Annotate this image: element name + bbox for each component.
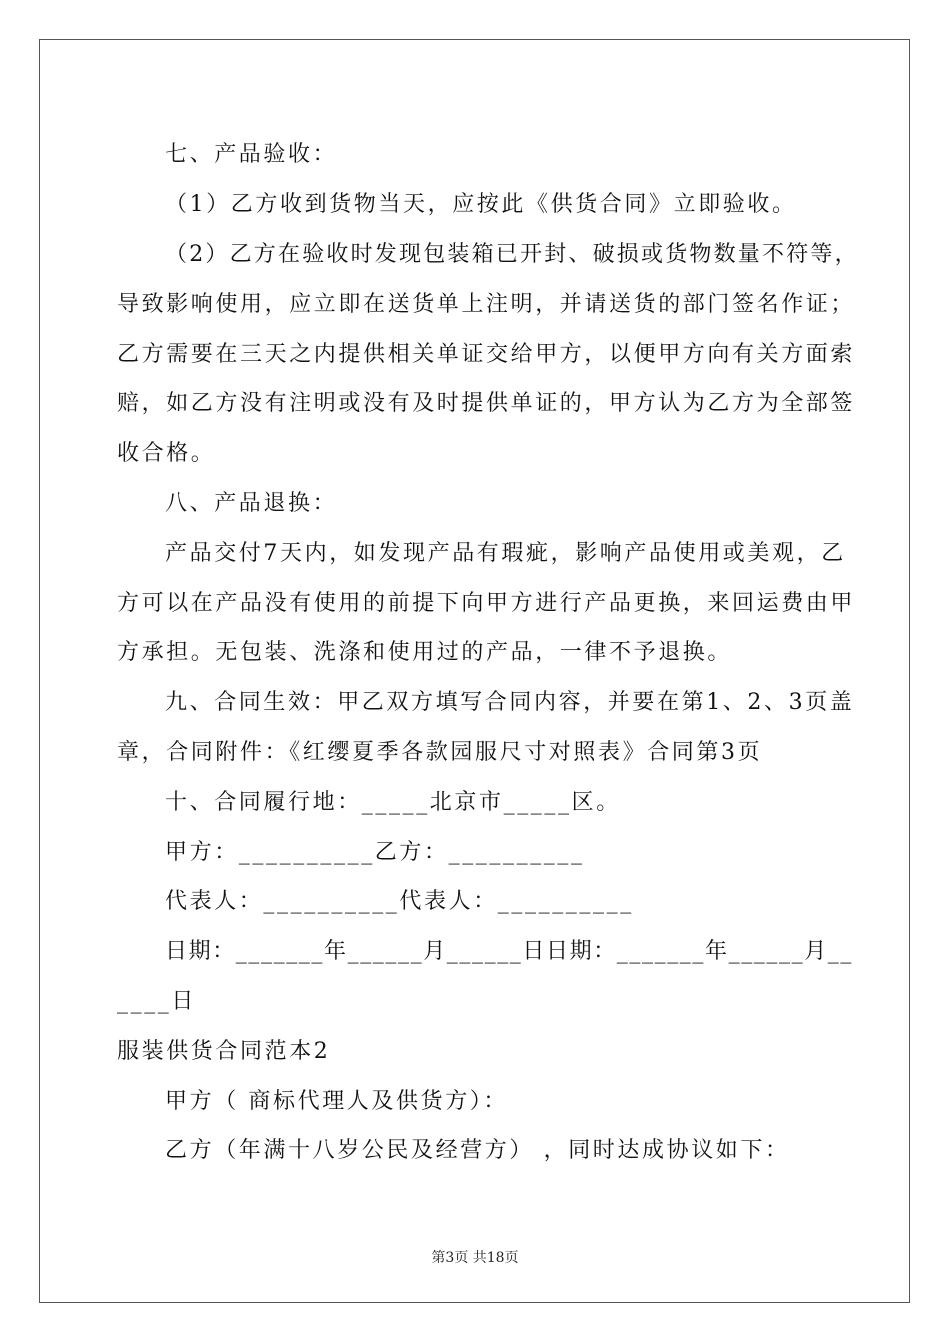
paragraph-line: 方承担。无包装、洗涤和使用过的产品，一律不予退换。 <box>117 640 733 665</box>
section-7-heading: 七、产品验收： <box>165 142 338 167</box>
party-a-line: 甲方（ 商标代理人及供货方）： <box>165 1089 508 1114</box>
paragraph-line: 产品交付7天内，如发现产品有瑕疵，影响产品使用或美观，乙 <box>165 541 846 566</box>
section-9-line: 九、合同生效：甲乙双方填写合同内容，并要在第1、2、3页盖 <box>165 690 855 715</box>
date-line: 日期：_______年______月______日日期：_______年______月__ <box>165 939 854 964</box>
paragraph-line: 乙方需要在三天之内提供相关单证交给甲方，以便甲方向有关方面索 <box>117 342 856 367</box>
paragraph-line: 方可以在产品没有使用的前提下向甲方进行产品更换，来回运费由甲 <box>117 591 856 616</box>
party-b-line: 乙方（年满十八岁公民及经营方） ，同时达成协议如下： <box>165 1138 790 1163</box>
contract-title-2: 服装供货合同范本2 <box>117 1039 331 1064</box>
paragraph-line: 赔，如乙方没有注明或没有及时提供单证的，甲方认为乙方为全部签 <box>117 391 856 416</box>
paragraph-line: （2）乙方在验收时发现包装箱已开封、破损或货物数量不符等， <box>165 242 859 267</box>
date-line-continued: ____日 <box>117 989 197 1014</box>
representative-line: 代表人：__________代表人：__________ <box>165 889 634 914</box>
paragraph-line: 导致影响使用，应立即在送货单上注明，并请送货的部门签名作证； <box>117 292 856 317</box>
paragraph-line: 章，合同附件：《红缨夏季各款园服尺寸对照表》合同第3页 <box>117 740 763 765</box>
section-10-line: 十、合同履行地：_____北京市_____区。 <box>165 790 621 815</box>
section-8-heading: 八、产品退换： <box>165 491 338 516</box>
paragraph-line: （1）乙方收到货物当天，应按此《供货合同》立即验收。 <box>165 192 797 217</box>
party-signature-line: 甲方：__________乙方：__________ <box>165 840 585 865</box>
page-footer: 第3页 共18页 <box>431 1250 519 1266</box>
paragraph-line: 收合格。 <box>117 441 216 466</box>
